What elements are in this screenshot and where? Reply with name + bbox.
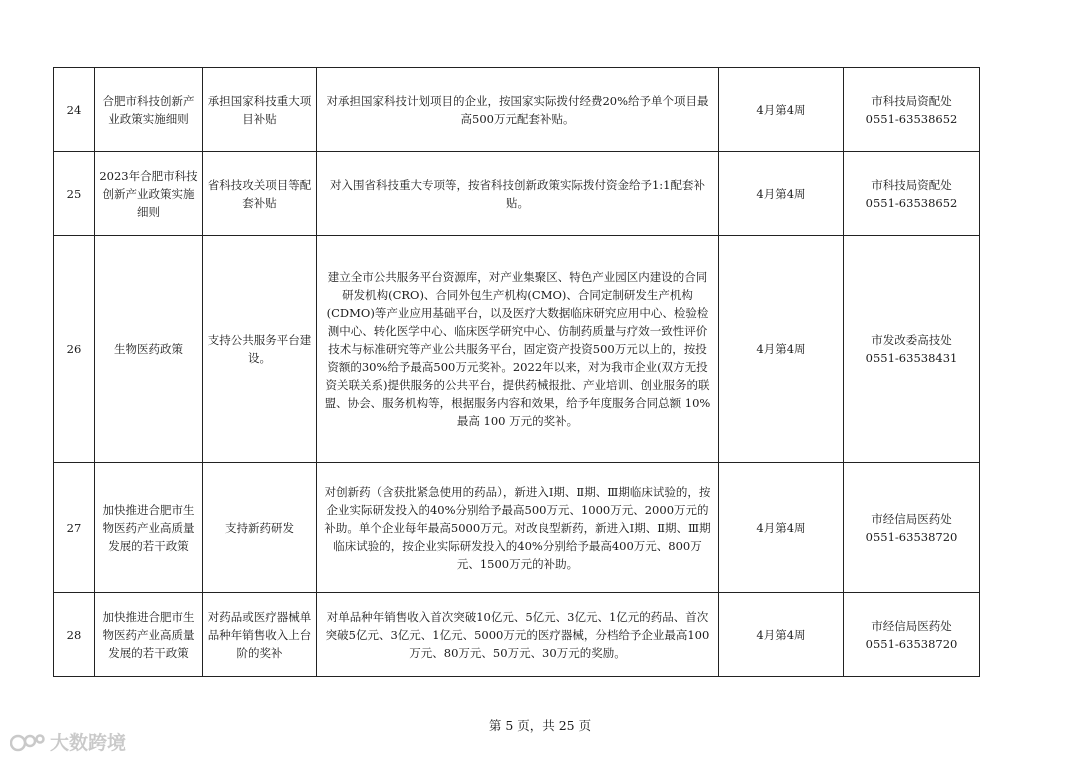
contact-cell — [844, 463, 980, 593]
phone-number: 0551-63538652 — [865, 111, 958, 126]
support-item: 支持新药研发 — [203, 463, 317, 593]
support-item: 对药品或医疗器械单品种年销售收入上台阶的奖补 — [203, 593, 317, 677]
phone-number: 0551-63538652 — [865, 195, 958, 210]
department-name: 市经信局医药处 — [871, 511, 952, 526]
policy-name: 合肥市科技创新产业政策实施细则 — [95, 68, 203, 152]
contact-cell — [844, 152, 980, 236]
schedule-week: 4月第4周 — [719, 593, 844, 677]
schedule-week: 4月第4周 — [719, 236, 844, 463]
phone-number: 0551-63538431 — [865, 351, 958, 365]
policy-name: 加快推进合肥市生物医药产业高质量发展的若干政策 — [95, 463, 203, 593]
conditions-text: 对承担国家科技计划项目的企业，按国家实际拨付经费20%给予单个项目最高500万元配套补贴。 — [317, 68, 719, 152]
policy-name: 2023年合肥市科技创新产业政策实施细则 — [95, 152, 203, 236]
row-number: 27 — [54, 463, 95, 593]
department-name: 市科技局资配处 — [871, 177, 952, 192]
table-row — [54, 152, 980, 236]
row-number: 28 — [54, 593, 95, 677]
support-item: 承担国家科技重大项目补贴 — [203, 68, 317, 152]
contact-cell — [844, 68, 980, 152]
policy-name: 生物医药政策 — [95, 236, 203, 463]
conditions-text: 对入围省科技重大专项等，按省科技创新政策实际拨付资金给予1:1配套补贴。 — [317, 152, 719, 236]
schedule-week: 4月第4周 — [719, 68, 844, 152]
table-row — [54, 593, 980, 677]
department-name: 市科技局资配处 — [871, 93, 952, 108]
conditions-text: 对单品种年销售收入首次突破10亿元、5亿元、3亿元、1亿元的药品、首次突破5亿元、3亿元、1亿元、5000万元的医疗器械，分档给予企业最高100万元、80万元、50万元、30万元的奖励。 — [317, 593, 719, 677]
schedule-week: 4月第4周 — [719, 463, 844, 593]
support-item: 支持公共服务平台建设。 — [203, 236, 317, 463]
page-footer: 第 5 页，共 25 页 — [488, 718, 592, 733]
phone-number: 0551-63538720 — [865, 529, 958, 544]
department-name: 市发改委高技处 — [871, 333, 952, 347]
row-number: 25 — [54, 152, 95, 236]
conditions-text: 建立全市公共服务平台资源库，对产业集聚区、特色产业园区内建设的合同研发机构(CRO)、合同外包生产机构(CMO)、合同定制研发生产机构(CDMO)等产业应用基础平台，以及医疗大数据临床研究应用中心、检验检测中心、转化医学中心、临床医学研究中心、仿制药质量与疗效一致性评价技术与标准研究等产业公共服务平台，固定资产投资500万元以上的，按投资额的30%给予最高500万元奖补。2022年以来，对为我市企业(双方无投资关联关系)提供服务的公共平台，提供药械报批、产业培训、创业服务的联盟、协会、服务机构等，根据服务内容和效果，给予年度服务合同总额 10%最高 100 万元的奖补。 — [317, 236, 719, 463]
phone-number: 0551-63538720 — [865, 636, 958, 651]
contact-cell — [844, 593, 980, 677]
table-row — [54, 463, 980, 593]
table-row — [54, 68, 980, 152]
row-number: 24 — [54, 68, 95, 152]
support-item: 省科技攻关项目等配套补贴 — [203, 152, 317, 236]
department-name: 市经信局医药处 — [871, 618, 952, 633]
policy-table — [53, 67, 980, 677]
contact-cell — [844, 236, 980, 463]
watermark — [10, 728, 126, 755]
row-number: 26 — [54, 236, 95, 463]
watermark-logo-icon — [10, 730, 46, 754]
conditions-text: 对创新药（含获批紧急使用的药品），新进入Ⅰ期、Ⅱ期、Ⅲ期临床试验的，按企业实际研发投入的40%分别给予最高500万元、1000万元、2000万元的补助。单个企业每年最高5000万元。对改良型新药，新进入Ⅰ期、Ⅱ期、Ⅲ期临床试验的，按企业实际研发投入的40%分别给予最高400万元、800万元、1500万元的补助。 — [317, 463, 719, 593]
watermark-text: 大数跨境 — [50, 732, 127, 754]
policy-name: 加快推进合肥市生物医药产业高质量发展的若干政策 — [95, 593, 203, 677]
table-row — [54, 236, 980, 463]
schedule-week: 4月第4周 — [719, 152, 844, 236]
